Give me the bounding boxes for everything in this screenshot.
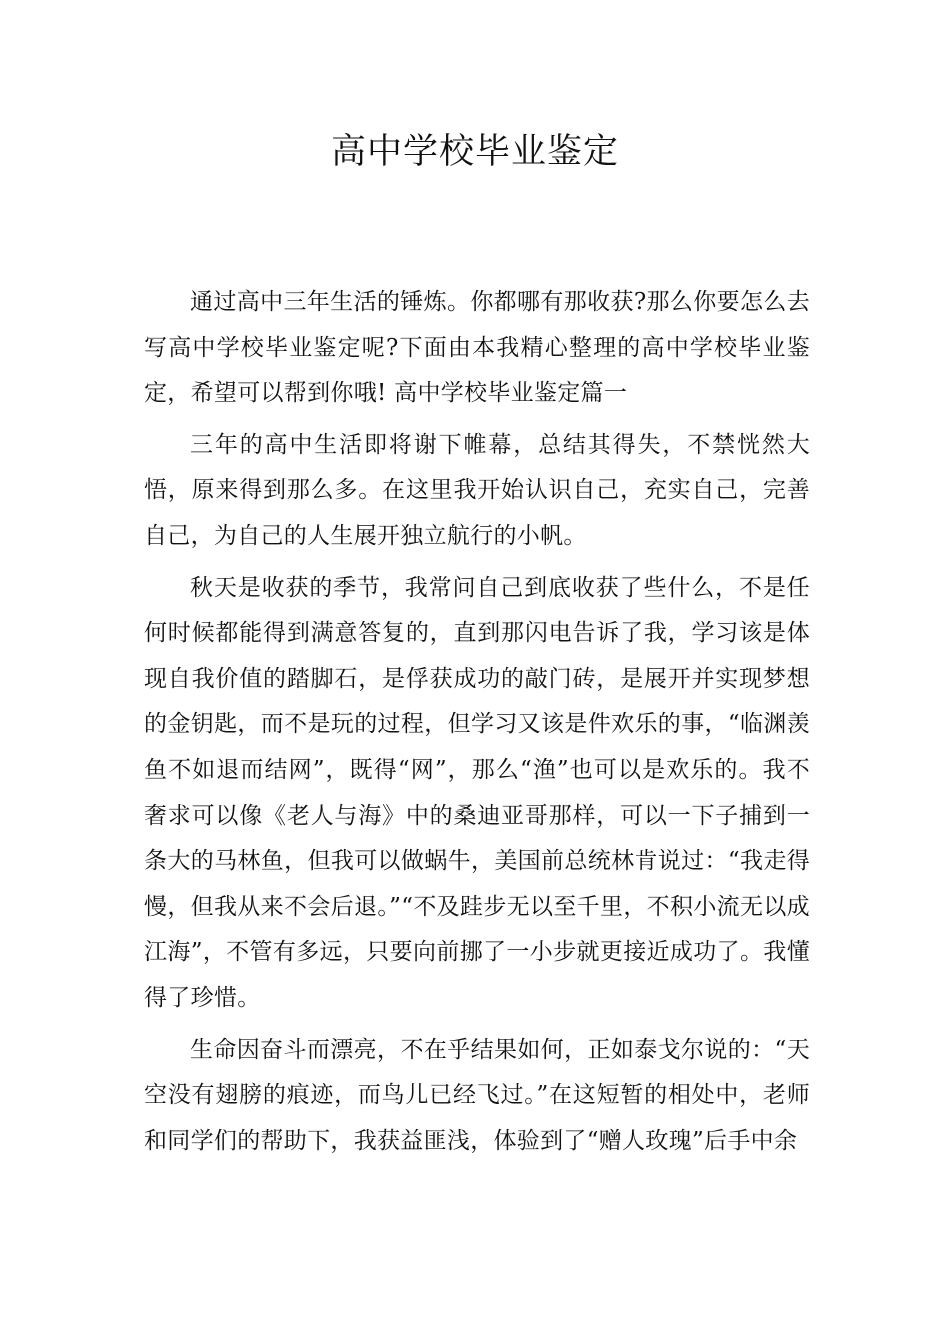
- paragraph-life: 生命因奋斗而漂亮，不在乎结果如何，正如泰戈尔说的：“天空没有翅膀的痕迹，而鸟儿已经飞过。”在这短暂的相处中，老师和同学们的帮助下，我获益匪浅，体验到了“赠人玫瑰”后手中余: [144, 1036, 810, 1154]
- paragraph-summary: 三年的高中生活即将谢下帷幕，总结其得失，不禁恍然大悟，原来得到那么多。在这里我开始认识自己，充实自己，完善自己，为自己的人生展开独立航行的小帆。: [144, 431, 810, 549]
- document-body: [144, 280, 810, 1164]
- document-title: 高中学校毕业鉴定: [330, 132, 619, 172]
- paragraph-autumn: 秋天是收获的季节，我常问自己到底收获了些什么，不是任何时候都能得到满意答复的，直到那闪电告诉了我，学习该是体现自我价值的踏脚石，是俘获成功的敲门砖，是展开并实现梦想的金钥匙，而不是玩的过程，但学习又该是件欢乐的事，“临渊羡鱼不如退而结网”，既得“网”，那么“渔”也可以是欢乐的。我不奢求可以像《老人与海》中的桑迪亚哥那样，可以一下子捕到一条大的马林鱼，但我可以做蜗牛，美国前总统林肯说过：“我走得慢，但我从来不会后退。”“不及跬步无以至千里，不积小流无以成江海”，不管有多远，只要向前挪了一小步就更接近成功了。我懂得了珍惜。: [144, 574, 810, 1011]
- paragraph-intro: 通过高中三年生活的锤炼。你都哪有那收获?那么你要怎么去写高中学校毕业鉴定呢?下面由本我精心整理的高中学校毕业鉴定，希望可以帮到你哦! 高中学校毕业鉴定篇一: [144, 289, 810, 407]
